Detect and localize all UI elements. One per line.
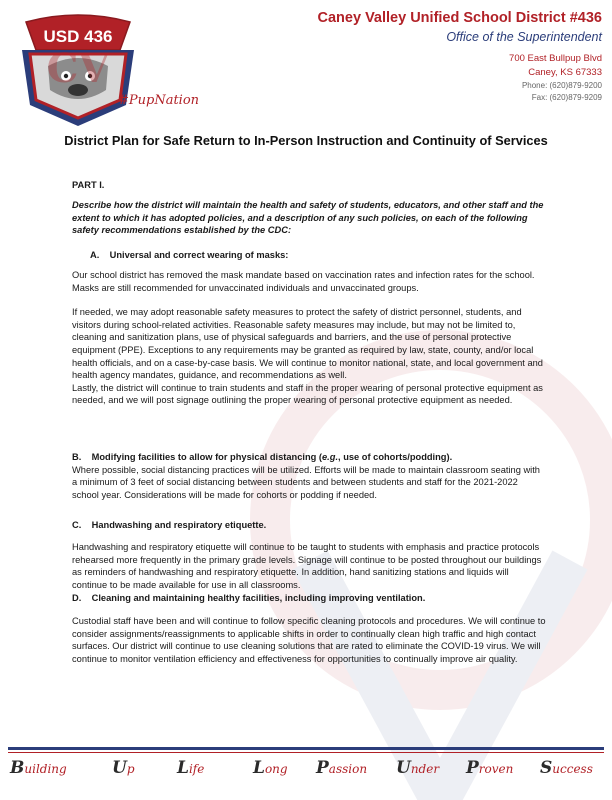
logo-letters: CV xyxy=(46,45,110,92)
section-c-body: Handwashing and respiratory etiquette will continue to be taught to students with emphasis and practice protocols rehearsed more frequently in the primary grade levels. Signage will continue to be posted throughout our buildings as reminders of handwashing and respiratory etiquette. In addition, hand sanitizing stations and liquids will continue to be made available for use in all classrooms. xyxy=(72,542,542,590)
prompt-block xyxy=(72,199,546,237)
section-b-block xyxy=(72,451,546,502)
section-b-heading-start: B. Modifying facilities to allow for physical distancing ( xyxy=(72,452,323,462)
section-b-heading-eg: e.g. xyxy=(322,452,339,462)
hashtag-text: #PupNation xyxy=(118,93,200,108)
motto-word-proven: Proven xyxy=(466,758,514,778)
section-a-heading-block xyxy=(72,249,546,262)
section-b-heading xyxy=(72,451,546,464)
section-a-paragraph-1: Our school district has removed the mask mandate based on vaccination rates and infection rates for the school. Masks are still recommended for unvaccinated individuals and unvaccinated groups. xyxy=(72,270,535,293)
district-logo xyxy=(8,10,208,128)
footer-rule xyxy=(8,747,604,750)
section-a-paragraph-3: Lastly, the district will continue to train students and staff in the proper wearing of personal protective equipment as needed, and we will post signage outlining the proper wearing of personal protective equipment as needed. xyxy=(72,382,543,406)
section-b-body: Where possible, social distancing practices will be utilized. Efforts will be made to maintain classroom seating with a minimum of 3 feet of social distancing between students and between students and staff for the 2021-2022 school year. Considerations will be made for cohorts or podding if needed. xyxy=(72,464,540,500)
motto-word-up: Up xyxy=(112,758,135,778)
document-title: District Plan for Safe Return to In-Person Instruction and Continuity of Services xyxy=(64,133,548,148)
section-d-body: Custodial staff have been and will continue to follow specific cleaning protocols and procedures. We will continue to consider assignments/reassignments to applicable shifts in order to continually clean high traffic and high contact surfaces. Our district will continue to use cleaning solutions that are rated to eliminate the COVID-19 virus. We will continue to monitor ventilation efficiency and effectiveness for opportunities to continually improve air quality. xyxy=(72,616,546,664)
phone-number: Phone: (620)879-9200 xyxy=(521,81,602,90)
address-street: 700 East Bullpup Blvd xyxy=(509,53,602,64)
section-a-p2-block xyxy=(72,306,546,407)
section-a-p1-block xyxy=(72,269,546,294)
part-label-block xyxy=(72,179,546,192)
section-a-paragraph-2: If needed, we may adopt reasonable safety measures to protect the safety of district personnel, students, and visitors during school-related activities. Reasonable safety measures may include, but may not be limited to, cleaning and sanitization plans, use of physical safeguards and barriers, and the use of personal protective equipment (PPE). Exceptions to any requirements may be granted as required by law, state, county, and/or local health officials, and on a case-by-case basis. We will continue to monitor national, state, and local government and health agency mandates, guidance, and recommendations as well. xyxy=(72,307,543,381)
cdc-prompt: Describe how the district will maintain the health and safety of students, educators, and other staff and the extent to which it has adopted policies, and a description of any such policies, on each of the following safety recommendations established by the CDC: xyxy=(72,200,544,236)
section-b-heading-end: , use of cohorts/podding). xyxy=(338,452,453,462)
section-d-body-block xyxy=(72,615,546,666)
footer-rule-accent xyxy=(8,752,604,753)
section-c-body-block xyxy=(72,541,546,604)
section-a-heading: A. Universal and correct wearing of masks: xyxy=(90,250,289,260)
address-city: Caney, KS 67333 xyxy=(528,67,602,78)
section-c-heading-block xyxy=(72,519,546,532)
section-c-heading: C. Handwashing and respiratory etiquette. xyxy=(72,520,267,530)
part-label: PART I. xyxy=(72,180,105,190)
district-name: Caney Valley Unified School District #436 xyxy=(317,10,602,26)
motto-word-passion: Passion xyxy=(316,758,368,778)
logo-badge-text: USD 436 xyxy=(43,27,113,46)
motto-word-building: Building xyxy=(10,758,67,778)
motto-word-long: Long xyxy=(253,758,288,778)
fax-number: Fax: (620)879-9209 xyxy=(531,93,602,102)
section-d-heading: D. Cleaning and maintaining healthy facilities, including improving ventilation. xyxy=(72,592,426,603)
motto-word-success: Success xyxy=(540,758,593,778)
motto-word-under: Under xyxy=(396,758,440,778)
motto-word-life: Life xyxy=(177,758,205,778)
office-name: Office of the Superintendent xyxy=(446,30,602,44)
